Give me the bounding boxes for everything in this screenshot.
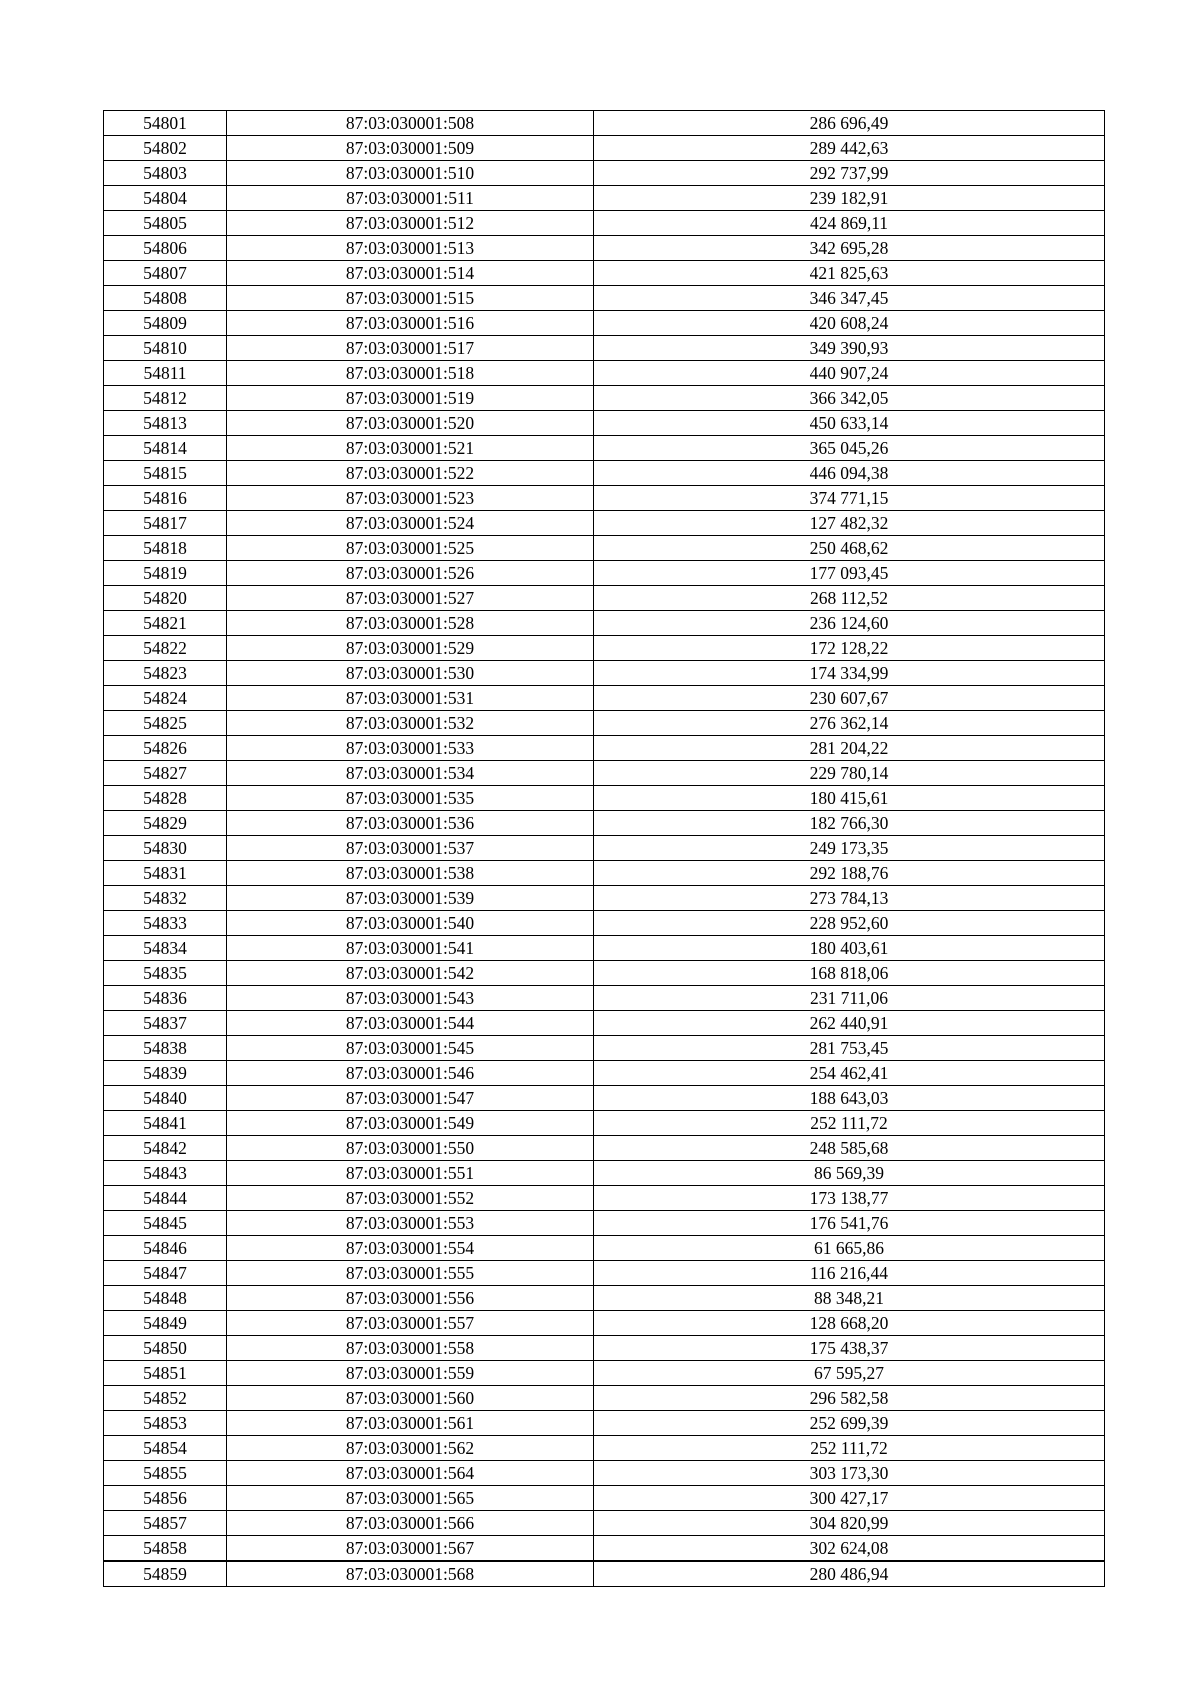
cadastral-value-cell: 168 818,06 — [594, 961, 1105, 986]
table-row — [104, 136, 1105, 161]
row-number-cell: 54833 — [104, 911, 227, 936]
cadastral-number-cell: 87:03:030001:539 — [227, 886, 594, 911]
cadastral-value-cell: 188 643,03 — [594, 1086, 1105, 1111]
cadastral-value-cell: 346 347,45 — [594, 286, 1105, 311]
cadastral-value-cell: 302 624,08 — [594, 1536, 1105, 1562]
table-row — [104, 1011, 1105, 1036]
row-number-cell: 54818 — [104, 536, 227, 561]
cadastral-value-cell: 276 362,14 — [594, 711, 1105, 736]
row-number-cell: 54824 — [104, 686, 227, 711]
table-row — [104, 811, 1105, 836]
cadastral-value-cell: 61 665,86 — [594, 1236, 1105, 1261]
row-number-cell: 54853 — [104, 1411, 227, 1436]
cadastral-number-cell: 87:03:030001:537 — [227, 836, 594, 861]
cadastral-value-cell: 174 334,99 — [594, 661, 1105, 686]
row-number-cell: 54839 — [104, 1061, 227, 1086]
row-number-cell: 54831 — [104, 861, 227, 886]
cadastral-value-cell: 304 820,99 — [594, 1511, 1105, 1536]
cadastral-value-cell: 365 045,26 — [594, 436, 1105, 461]
cadastral-value-cell: 424 869,11 — [594, 211, 1105, 236]
table-row — [104, 586, 1105, 611]
row-number-cell: 54852 — [104, 1386, 227, 1411]
cadastral-number-cell: 87:03:030001:518 — [227, 361, 594, 386]
cadastral-value-cell: 300 427,17 — [594, 1486, 1105, 1511]
table-row — [104, 486, 1105, 511]
cadastral-value-cell: 229 780,14 — [594, 761, 1105, 786]
cadastral-number-cell: 87:03:030001:528 — [227, 611, 594, 636]
cadastral-value-cell: 450 633,14 — [594, 411, 1105, 436]
table-row — [104, 911, 1105, 936]
row-number-cell: 54826 — [104, 736, 227, 761]
table-row — [104, 511, 1105, 536]
cadastral-number-cell: 87:03:030001:515 — [227, 286, 594, 311]
row-number-cell: 54848 — [104, 1286, 227, 1311]
cadastral-value-cell: 175 438,37 — [594, 1336, 1105, 1361]
cadastral-number-cell: 87:03:030001:524 — [227, 511, 594, 536]
row-number-cell: 54812 — [104, 386, 227, 411]
cadastral-value-cell: 180 403,61 — [594, 936, 1105, 961]
row-number-cell: 54854 — [104, 1436, 227, 1461]
cadastral-number-cell: 87:03:030001:529 — [227, 636, 594, 661]
table-row — [104, 1361, 1105, 1386]
cadastral-number-cell: 87:03:030001:558 — [227, 1336, 594, 1361]
cadastral-value-cell: 252 111,72 — [594, 1111, 1105, 1136]
table-row — [104, 1286, 1105, 1311]
row-number-cell: 54803 — [104, 161, 227, 186]
table-row — [104, 1036, 1105, 1061]
cadastral-value-cell: 249 173,35 — [594, 836, 1105, 861]
cadastral-number-cell: 87:03:030001:564 — [227, 1461, 594, 1486]
row-number-cell: 54843 — [104, 1161, 227, 1186]
table-row — [104, 1386, 1105, 1411]
cadastral-number-cell: 87:03:030001:508 — [227, 111, 594, 136]
cadastral-value-cell: 252 699,39 — [594, 1411, 1105, 1436]
cadastral-number-cell: 87:03:030001:511 — [227, 186, 594, 211]
cadastral-number-cell: 87:03:030001:559 — [227, 1361, 594, 1386]
cadastral-number-cell: 87:03:030001:513 — [227, 236, 594, 261]
row-number-cell: 54817 — [104, 511, 227, 536]
cadastral-number-cell: 87:03:030001:568 — [227, 1561, 594, 1587]
row-number-cell: 54802 — [104, 136, 227, 161]
table-row — [104, 1311, 1105, 1336]
row-number-cell: 54844 — [104, 1186, 227, 1211]
cadastral-number-cell: 87:03:030001:535 — [227, 786, 594, 811]
cadastral-number-cell: 87:03:030001:523 — [227, 486, 594, 511]
cadastral-number-cell: 87:03:030001:532 — [227, 711, 594, 736]
table-row — [104, 236, 1105, 261]
cadastral-value-cell: 440 907,24 — [594, 361, 1105, 386]
cadastral-number-cell: 87:03:030001:545 — [227, 1036, 594, 1061]
table-row — [104, 986, 1105, 1011]
row-number-cell: 54840 — [104, 1086, 227, 1111]
cadastral-number-cell: 87:03:030001:551 — [227, 1161, 594, 1186]
cadastral-value-cell: 127 482,32 — [594, 511, 1105, 536]
table-row — [104, 461, 1105, 486]
table-row — [104, 636, 1105, 661]
cadastral-value-cell: 366 342,05 — [594, 386, 1105, 411]
cadastral-number-cell: 87:03:030001:541 — [227, 936, 594, 961]
row-number-cell: 54820 — [104, 586, 227, 611]
cadastral-number-cell: 87:03:030001:557 — [227, 1311, 594, 1336]
row-number-cell: 54830 — [104, 836, 227, 861]
row-number-cell: 54851 — [104, 1361, 227, 1386]
table-row — [104, 1086, 1105, 1111]
cadastral-value-cell: 262 440,91 — [594, 1011, 1105, 1036]
row-number-cell: 54807 — [104, 261, 227, 286]
row-number-cell: 54828 — [104, 786, 227, 811]
cadastral-number-cell: 87:03:030001:543 — [227, 986, 594, 1011]
cadastral-number-cell: 87:03:030001:534 — [227, 761, 594, 786]
cadastral-value-cell: 349 390,93 — [594, 336, 1105, 361]
table-row — [104, 1436, 1105, 1461]
table-row — [104, 786, 1105, 811]
row-number-cell: 54859 — [104, 1561, 227, 1587]
row-number-cell: 54813 — [104, 411, 227, 436]
row-number-cell: 54845 — [104, 1211, 227, 1236]
cadastral-value-cell: 286 696,49 — [594, 111, 1105, 136]
table-row — [104, 1111, 1105, 1136]
row-number-cell: 54841 — [104, 1111, 227, 1136]
cadastral-number-cell: 87:03:030001:531 — [227, 686, 594, 711]
row-number-cell: 54822 — [104, 636, 227, 661]
cadastral-number-cell: 87:03:030001:514 — [227, 261, 594, 286]
cadastral-value-cell: 176 541,76 — [594, 1211, 1105, 1236]
cadastral-number-cell: 87:03:030001:567 — [227, 1536, 594, 1562]
cadastral-number-cell: 87:03:030001:525 — [227, 536, 594, 561]
cadastral-value-cell: 128 668,20 — [594, 1311, 1105, 1336]
cadastral-number-cell: 87:03:030001:522 — [227, 461, 594, 486]
table-row — [104, 286, 1105, 311]
table-row — [104, 561, 1105, 586]
cadastral-number-cell: 87:03:030001:547 — [227, 1086, 594, 1111]
table-row — [104, 1411, 1105, 1436]
cadastral-number-cell: 87:03:030001:509 — [227, 136, 594, 161]
cadastral-number-cell: 87:03:030001:520 — [227, 411, 594, 436]
table-row — [104, 611, 1105, 636]
row-number-cell: 54804 — [104, 186, 227, 211]
row-number-cell: 54835 — [104, 961, 227, 986]
table-row — [104, 411, 1105, 436]
cadastral-value-cell: 292 737,99 — [594, 161, 1105, 186]
row-number-cell: 54801 — [104, 111, 227, 136]
row-number-cell: 54837 — [104, 1011, 227, 1036]
row-number-cell: 54842 — [104, 1136, 227, 1161]
table-row — [104, 1061, 1105, 1086]
table-row — [104, 936, 1105, 961]
row-number-cell: 54815 — [104, 461, 227, 486]
cadastral-value-cell: 182 766,30 — [594, 811, 1105, 836]
table-row — [104, 661, 1105, 686]
table-row — [104, 186, 1105, 211]
cadastral-number-cell: 87:03:030001:566 — [227, 1511, 594, 1536]
table-row — [104, 1536, 1105, 1562]
cadastral-number-cell: 87:03:030001:553 — [227, 1211, 594, 1236]
row-number-cell: 54821 — [104, 611, 227, 636]
cadastral-value-cell: 280 486,94 — [594, 1561, 1105, 1587]
cadastral-value-cell: 230 607,67 — [594, 686, 1105, 711]
cadastral-value-cell: 67 595,27 — [594, 1361, 1105, 1386]
cadastral-number-cell: 87:03:030001:521 — [227, 436, 594, 461]
cadastral-value-cell: 88 348,21 — [594, 1286, 1105, 1311]
table-row — [104, 1486, 1105, 1511]
table-row — [104, 436, 1105, 461]
row-number-cell: 54834 — [104, 936, 227, 961]
cadastral-number-cell: 87:03:030001:562 — [227, 1436, 594, 1461]
cadastral-value-cell: 420 608,24 — [594, 311, 1105, 336]
cadastral-number-cell: 87:03:030001:565 — [227, 1486, 594, 1511]
cadastral-value-cell: 236 124,60 — [594, 611, 1105, 636]
table-row — [104, 961, 1105, 986]
table-row — [104, 386, 1105, 411]
cadastral-number-cell: 87:03:030001:560 — [227, 1386, 594, 1411]
table-row — [104, 161, 1105, 186]
cadastral-number-cell: 87:03:030001:538 — [227, 861, 594, 886]
cadastral-number-cell: 87:03:030001:519 — [227, 386, 594, 411]
cadastral-number-cell: 87:03:030001:554 — [227, 1236, 594, 1261]
table-row — [104, 886, 1105, 911]
row-number-cell: 54814 — [104, 436, 227, 461]
cadastral-number-cell: 87:03:030001:517 — [227, 336, 594, 361]
cadastral-value-cell: 374 771,15 — [594, 486, 1105, 511]
table-row — [104, 1236, 1105, 1261]
cadastral-value-cell: 273 784,13 — [594, 886, 1105, 911]
cadastral-number-cell: 87:03:030001:555 — [227, 1261, 594, 1286]
table-row — [104, 1136, 1105, 1161]
cadastral-value-cell: 86 569,39 — [594, 1161, 1105, 1186]
row-number-cell: 54829 — [104, 811, 227, 836]
cadastral-number-cell: 87:03:030001:526 — [227, 561, 594, 586]
table-row — [104, 686, 1105, 711]
row-number-cell: 54857 — [104, 1511, 227, 1536]
row-number-cell: 54832 — [104, 886, 227, 911]
row-number-cell: 54808 — [104, 286, 227, 311]
table-row — [104, 361, 1105, 386]
cadastral-number-cell: 87:03:030001:546 — [227, 1061, 594, 1086]
table-row — [104, 1186, 1105, 1211]
cadastral-number-cell: 87:03:030001:552 — [227, 1186, 594, 1211]
cadastral-number-cell: 87:03:030001:536 — [227, 811, 594, 836]
cadastral-value-cell: 116 216,44 — [594, 1261, 1105, 1286]
cadastral-value-cell: 177 093,45 — [594, 561, 1105, 586]
cadastral-value-cell: 268 112,52 — [594, 586, 1105, 611]
cadastral-value-cell: 254 462,41 — [594, 1061, 1105, 1086]
cadastral-value-cell: 248 585,68 — [594, 1136, 1105, 1161]
table-row — [104, 761, 1105, 786]
cadastral-value-cell: 239 182,91 — [594, 186, 1105, 211]
row-number-cell: 54823 — [104, 661, 227, 686]
row-number-cell: 54827 — [104, 761, 227, 786]
cadastral-value-cell: 172 128,22 — [594, 636, 1105, 661]
row-number-cell: 54825 — [104, 711, 227, 736]
row-number-cell: 54811 — [104, 361, 227, 386]
row-number-cell: 54846 — [104, 1236, 227, 1261]
table-row — [104, 736, 1105, 761]
table-row — [104, 111, 1105, 136]
table-row — [104, 1211, 1105, 1236]
row-number-cell: 54838 — [104, 1036, 227, 1061]
cadastral-value-cell: 342 695,28 — [594, 236, 1105, 261]
row-number-cell: 54856 — [104, 1486, 227, 1511]
table-row — [104, 211, 1105, 236]
table-row — [104, 1336, 1105, 1361]
table-row — [104, 261, 1105, 286]
row-number-cell: 54855 — [104, 1461, 227, 1486]
row-number-cell: 54809 — [104, 311, 227, 336]
cadastral-number-cell: 87:03:030001:549 — [227, 1111, 594, 1136]
table-row — [104, 861, 1105, 886]
table-row — [104, 1461, 1105, 1486]
cadastral-number-cell: 87:03:030001:510 — [227, 161, 594, 186]
table-row — [104, 836, 1105, 861]
cadastral-value-cell: 292 188,76 — [594, 861, 1105, 886]
table-row — [104, 336, 1105, 361]
row-number-cell: 54805 — [104, 211, 227, 236]
cadastral-number-cell: 87:03:030001:533 — [227, 736, 594, 761]
cadastral-value-cell: 281 204,22 — [594, 736, 1105, 761]
cadastral-number-cell: 87:03:030001:556 — [227, 1286, 594, 1311]
row-number-cell: 54858 — [104, 1536, 227, 1562]
cadastral-number-cell: 87:03:030001:540 — [227, 911, 594, 936]
cadastral-number-cell: 87:03:030001:530 — [227, 661, 594, 686]
cadastral-value-table — [103, 110, 1105, 1587]
table-row — [104, 536, 1105, 561]
row-number-cell: 54810 — [104, 336, 227, 361]
cadastral-number-cell: 87:03:030001:512 — [227, 211, 594, 236]
row-number-cell: 54850 — [104, 1336, 227, 1361]
row-number-cell: 54849 — [104, 1311, 227, 1336]
cadastral-value-cell: 231 711,06 — [594, 986, 1105, 1011]
row-number-cell: 54847 — [104, 1261, 227, 1286]
cadastral-value-cell: 252 111,72 — [594, 1436, 1105, 1461]
table-row — [104, 311, 1105, 336]
row-number-cell: 54836 — [104, 986, 227, 1011]
cadastral-value-cell: 303 173,30 — [594, 1461, 1105, 1486]
cadastral-value-cell: 180 415,61 — [594, 786, 1105, 811]
cadastral-value-cell: 281 753,45 — [594, 1036, 1105, 1061]
cadastral-number-cell: 87:03:030001:542 — [227, 961, 594, 986]
cadastral-value-cell: 250 468,62 — [594, 536, 1105, 561]
cadastral-number-cell: 87:03:030001:561 — [227, 1411, 594, 1436]
table-row — [104, 1511, 1105, 1536]
cadastral-number-cell: 87:03:030001:544 — [227, 1011, 594, 1036]
row-number-cell: 54819 — [104, 561, 227, 586]
table-row — [104, 1561, 1105, 1587]
table-body — [104, 111, 1105, 1587]
cadastral-value-cell: 296 582,58 — [594, 1386, 1105, 1411]
cadastral-value-cell: 228 952,60 — [594, 911, 1105, 936]
cadastral-number-cell: 87:03:030001:527 — [227, 586, 594, 611]
table-row — [104, 1261, 1105, 1286]
cadastral-value-cell: 289 442,63 — [594, 136, 1105, 161]
row-number-cell: 54806 — [104, 236, 227, 261]
table-row — [104, 711, 1105, 736]
cadastral-value-cell: 173 138,77 — [594, 1186, 1105, 1211]
cadastral-value-cell: 421 825,63 — [594, 261, 1105, 286]
table-row — [104, 1161, 1105, 1186]
cadastral-value-cell: 446 094,38 — [594, 461, 1105, 486]
cadastral-number-cell: 87:03:030001:516 — [227, 311, 594, 336]
cadastral-number-cell: 87:03:030001:550 — [227, 1136, 594, 1161]
row-number-cell: 54816 — [104, 486, 227, 511]
